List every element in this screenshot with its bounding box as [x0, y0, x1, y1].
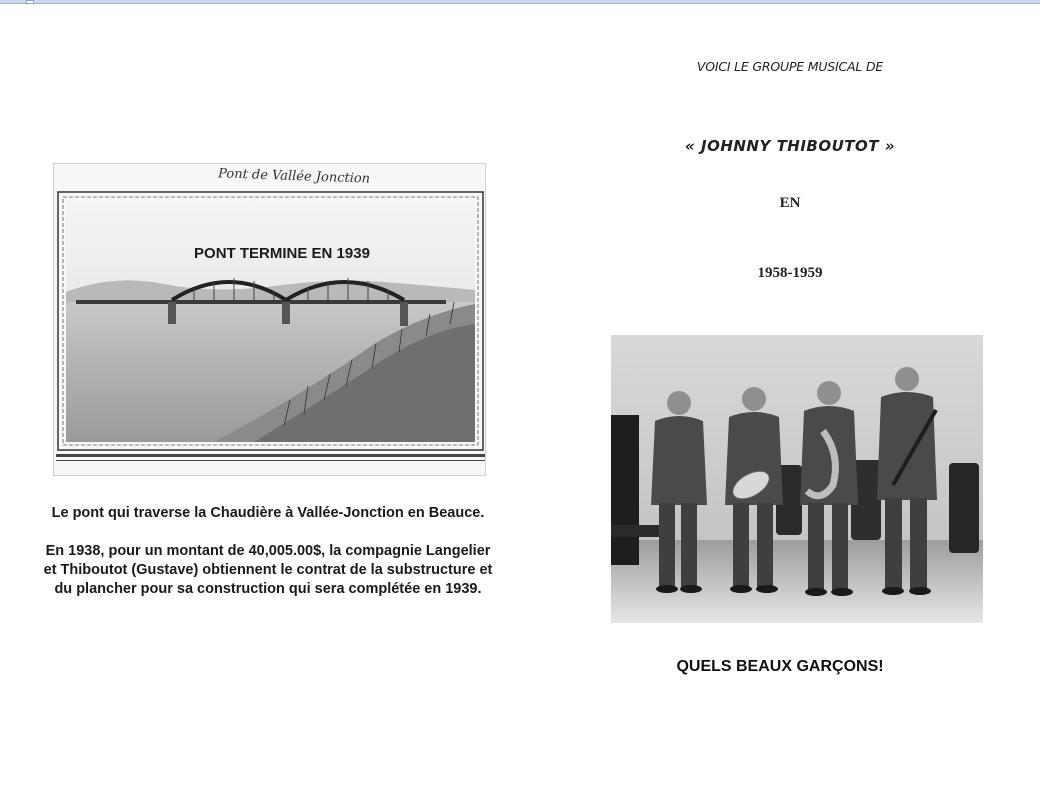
- closing-caption: QUELS BEAUX GARÇONS!: [676, 658, 884, 675]
- band-years: 1958-1959: [757, 265, 823, 281]
- bridge-caption: [40, 504, 496, 599]
- bridge-photo: [53, 163, 486, 476]
- en-label: EN: [779, 195, 801, 211]
- bridge-stamp: PONT TERMINE EN 1939: [194, 245, 370, 262]
- bridge-handwritten-title: Pont de Vallée Jonction: [217, 166, 371, 187]
- band-name: « JOHNNY THIBOUTOT »: [685, 137, 895, 155]
- band-photo: [611, 335, 983, 623]
- caption-paragraph-2: En 1938, pour un montant de 40,005.00$, la compagnie Langelier et Thiboutot (Gustave) obtiennent le contrat de la substructure et du plancher pour sa construction qui sera complétée en 1939.: [43, 543, 493, 597]
- ruler: [0, 0, 1040, 4]
- caption-paragraph-1: Le pont qui traverse la Chaudière à Vallée-Jonction en Beauce.: [51, 505, 485, 521]
- ruler-marker[interactable]: [26, 0, 34, 4]
- band-intro: VOICI LE GROUPE MUSICAL DE: [696, 59, 884, 74]
